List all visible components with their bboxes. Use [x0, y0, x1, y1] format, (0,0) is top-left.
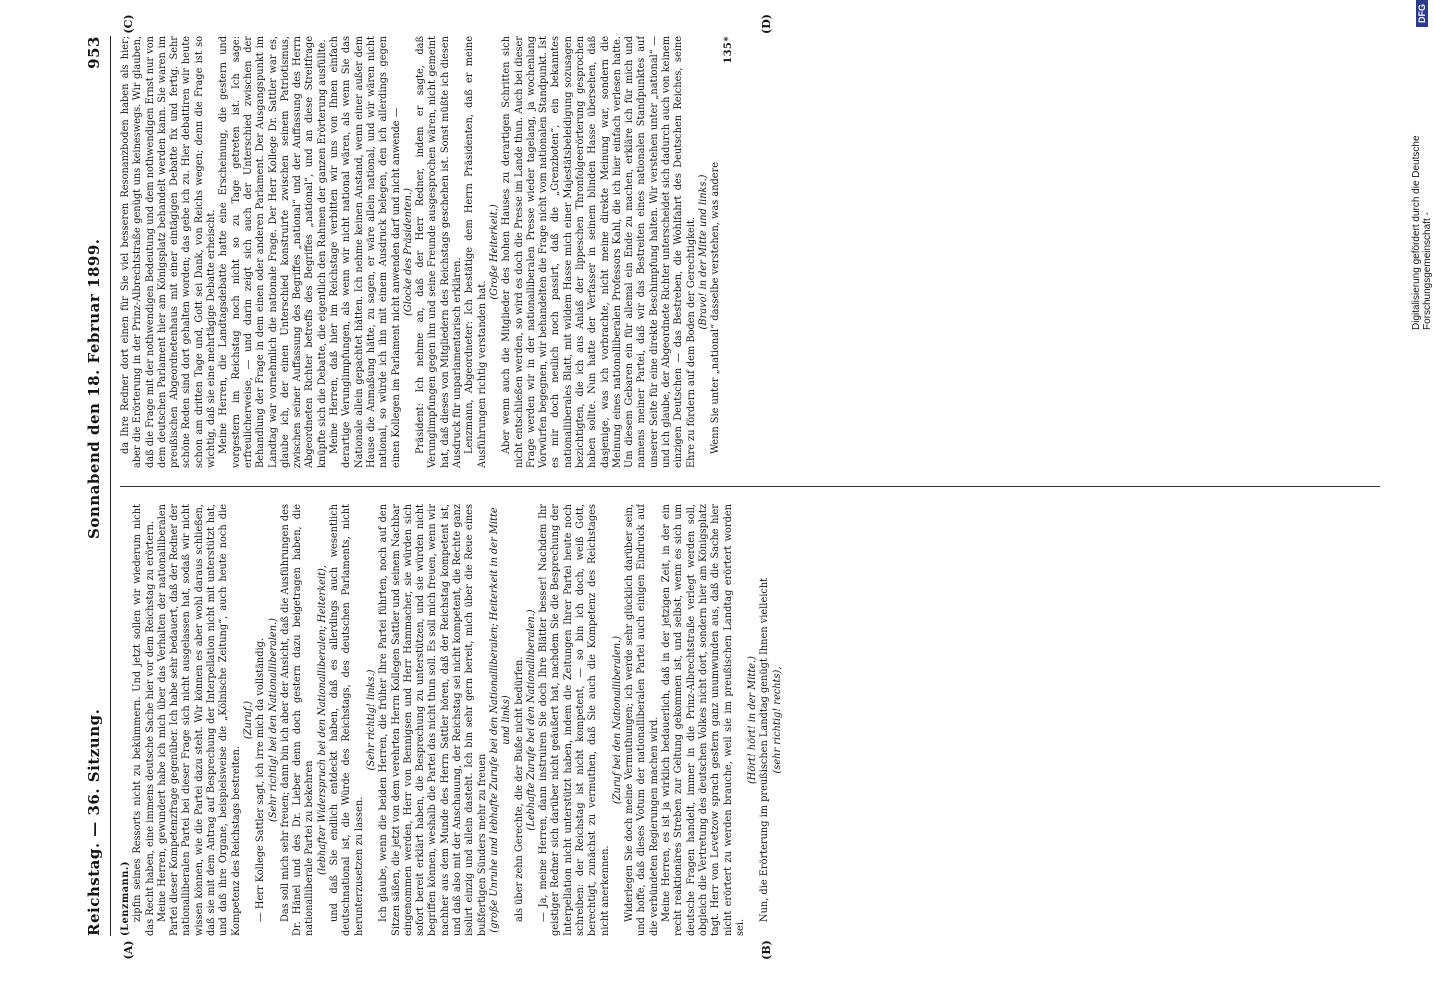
paragraph: Aber wenn auch die Mitglieder des hohen Hauses zu derartigen Schritten sich nicht entschließen werden, so wird es doch die Presse im Lande thun. Auch bei dieser Frage werden wir in der nationalliberalen Presse wieder tagelang, ja wochenlang Vorwürfen begegnen, wir behandelten die Frage nicht vom nationalen Standpunkt. Ist es mir doch neulich noch passirt, daß die „Grenzboten“, ein bekanntes nationalliberales Blatt, mit wildem Hasse mich einer Majestätsbeleidigung sozusagen bezichtigten, die ich aus Anlaß der lippeschen Thronfolgeerörterung gesprochen haben sollte. Nun hatte der Verfasser in seinem blinden Hasse übersehen, daß dasjenige, was ich vorbrachte, nicht meine direkte Meinung war, sondern die Meinung eines nationalliberalen Professors Kahl, die ich hier einfach verlesen hatte. Um diesem Gebaren ein für allemal ein Ende zu machen, erkläre ich für mich und namens meiner Partei, daß wir das Bestreiten eines nationalen Standpunktes auf unserer Seite für eine direkte Beschimpfung halten. Wir verstehen unter „national“ — und ich glaube, der Abgeordnete Richter unterscheidet sich dadurch auch von keinem einzigen Deutschen — das Bestreben, die Wohlfahrt des Deutschen Reiches, seine Ehre zu fördern auf dem Boden der Gerechtigkeit.: [501, 36, 697, 468]
header-left: Reichstag. — 36. Sitzung.: [85, 708, 103, 936]
marker-d: (D): [760, 14, 773, 34]
paragraph: (Zuruf.): [242, 700, 254, 740]
column-divider: [120, 486, 1380, 487]
paragraph: Meine Herren, gewundert habe ich mich über das Verhalten der nationalliberalen Partei dieser Kompetenzfrage gegenüber. Ich habe sehr bedauert, daß der Redner der nationalliberalen Partei bei dieser Frage sich nicht ausgelassen hat, sodaß wir nicht wissen können, wie die Partei dazu steht. Wir können es aber wohl daraus schließen, daß sie mit dem Antrag auf Besprechung der Interpellation nicht mit unterstützt hat, und daß ihre Organe, beispielsweise die „Kölnische Zeitung“, auch heute noch die Kompetenz des Reichstags bestreiten.: [156, 504, 242, 936]
paragraph: (Sehr richtig! links.): [365, 669, 377, 771]
rotated-page: [80, 14, 1400, 960]
paragraph: (große Unruhe und lebhafte Zurufe bei den Nationalliberalen; Heiterkeit in der Mitte und links): [488, 507, 513, 933]
right-column: [120, 36, 1390, 468]
paragraph: (Große Heiterkeit.): [488, 204, 500, 300]
right-paragraphs: [120, 36, 723, 468]
paragraph: Das soll mich sehr freuen; dann bin ich aber der Ansicht, daß die Ausführungen des Dr. Hänel und des Dr. Lieber denn doch gestern dazu beigetragen haben, die nationalliberale Partei zu bekehren: [279, 504, 316, 936]
marker-c: (C): [122, 14, 135, 34]
paragraph: (lebhafter Widerspruch bei den Nationalliberalen; Heiterkeit),: [316, 565, 328, 875]
paragraph: (Lebhafte Zurufe bei den Nationalliberalen.): [525, 609, 537, 831]
paragraph: Meine Herren, daß hier im Reichstage verbitten wir uns von Ihnen einfach derartige Verunglimpfungen, als wenn wir nicht national wären, als wenn Sie das Nationale allein gepachtet hätten. Ich nehme keinen Anstand, wenn einer außer dem Hause die Anmaßung hätte, zu sagen, er wäre allein national, und wir wären nicht national, so würde ich ihn mit einem Ausdruck belegen, den ich allerdings gegen einen Kollegen im Parlament nicht anwenden darf und nicht anwende —: [329, 36, 402, 468]
dfg-logo: DFG: [1416, 0, 1428, 27]
paragraph: Widerlegen Sie doch meine Vermuthungen; ich werde sehr glücklich darüber sein, und hoffe, daß dieses Votum der nationalliberalen Partei auch einigen Eindruck auf die verbündeten Regierungen machen wird.: [624, 504, 660, 936]
funding-text: Digitalisierung gefördert durch die Deutsche Forschungsgemeinschaft -: [1411, 135, 1433, 330]
paragraph: Lenzmann, Abgeordneter: Ich bestätige dem Herrn Präsidenten, daß er meine Ausführungen richtig verstanden hat.: [464, 36, 488, 468]
paragraph: — Herr Kollege Sattler sagt, ich irre mich da vollständig.: [255, 637, 267, 922]
page-header: [80, 36, 108, 936]
paragraph: und daß Sie endlich entdeckt haben, daß es allerdings auch wesentlich deutschnational ist, die Würde des Reichstags, des deutschen Parlaments, nicht herunterzusetzen zu lassen.: [329, 504, 365, 936]
paragraph: als über zehn Gerechte, die der Buße nicht bedürfen.: [513, 656, 525, 922]
paragraph: (Glocke des Präsidenten.): [402, 188, 414, 316]
paragraph: Wenn Sie unter „national“ dasselbe verstehen, was andere: [710, 161, 722, 454]
paragraph: Nun, die Erörterung im preußischen Landtag genügt Ihnen vielleicht: [759, 577, 771, 922]
paragraph: Meine Herren, die Landtagsdebatte hatte eine Erscheinung, die gestern und vorgestern im Reichstag noch nicht so zu Tage getreten ist. Ich sage: erfreulicherweise, — und darin zeigt sich auch der Unterschied zwischen der Behandlung der Frage in dem einen oder anderen Parlament. Der Ausgangspunkt im Landtag war vornehmlich die nationale Frage. Der Herr Kollege Dr. Sattler war es, glaube ich, der einen Unterschied konstruirte zwischen seinem Patriotismus, zwischen seiner Auffassung des Begriffes „national“ und der Auffassung des Herrn Abgeordneten Richter betreffs des Begriffes „national“, und an diese Streitfrage knüpfte sich die Debatte, die eigentlich den Rahmen der ganzen Erörterung ausfüllte.: [218, 36, 328, 468]
paragraph: Meine Herren, es ist ja wirklich bedauerlich, daß in der jetzigen Zeit, in der ein recht reaktionäres Streben zur Geltung gekommen ist, und selbst, wenn es sich um deutsche Fragen handelt, immer in die Prinz-Albrechtstraße verlegt werden soll, obgleich die Vertretung des deutschen Volkes nicht dort, sondern hier am Königsplatz tagt. Herr von Levetzow sprach gestern ganz unumwunden aus, daß die Sache hier nicht erörtert zu werden brauche, weil sie im preußischen Landtag erörtert worden sei.: [661, 504, 746, 936]
paragraph: Ich glaube, wenn die beiden Herren, die früher Ihre Partei führten, noch auf den Sitzen säßen, die jetzt von dem verehrten Herrn Kollegen Sattler und seinem Nachbar eingenommen werden, Herr von Bennigsen und Herr Hammacher, sie würden sich sofort bereit erklärt haben, die Besprechung zu unterstützen, und sie würden nicht begriffen können, weshalb die Partei das nicht thun soll. Es soll mich freuen, wenn wir nachher aus dem Munde des Herrn Sattler hören, daß der Reichstag kompetent ist, und daß also mit der Anschauung, der Reichstag sei nicht kompetent, die Rechte ganz isolirt einzig und allein dasteht. Ich bin sehr gern bereit, mich über die Reue eines bußfertigen Sünders mehr zu freuen: [378, 504, 488, 936]
paragraph: (Zuruf bei den Nationalliberalen.): [611, 635, 623, 805]
signature-mark: 135*: [722, 36, 734, 64]
paragraph: da Ihre Redner dort einen für Sie viel besseren Resonanzboden haben als hier; aber die Erörterung in der Prinz-Albrechtstraße genügt uns keineswegs. Wir glauben, daß die Frage mit der nothwendigen Bedeutung und dem nothwendigen Ernst nur von dem deutschen Parlament hier am Königsplatz behandelt werden kann. Sie waren im preußischen Abgeordnetenhaus mit einer eintägigen Debatte fix und fertig. Sehr schöne Reden sind dort gehalten worden; das gebe ich zu. Hier debattiren wir heute schon am dritten Tage und, Gott sei Dank, von Reichs wegen; denn die Frage ist so wichtig, daß sie eine mehrtägige Debatte erheischt.: [120, 36, 218, 468]
paragraph: — Ja, meine Herren, dann instruiren Sie doch Ihre Blätter besser! Nachdem Ihr geistiger Redner sich darüber nicht geäußert hat, nachdem Sie die Besprechung der Interpellation nicht unterstützt haben, indem die Zeitungen Ihrer Partei heute noch schreiben: der Reichstag ist nicht kompetent, — so bin ich doch, weiß Gott, berechtigt, zunächst zu vermuthen, daß Sie auch die Kompetenz des Reichstages nicht anerkennen.: [538, 504, 611, 936]
paragraph: (Hört! hört! in der Mitte.): [747, 656, 759, 785]
left-column: [120, 504, 1390, 936]
paragraph: (sehr richtig! rechts),: [771, 666, 783, 774]
speaker-label: (Lenzmann.): [120, 861, 131, 936]
left-paragraphs: [132, 504, 784, 936]
marker-a: (A): [122, 940, 135, 960]
page-number: 953: [85, 36, 103, 69]
paragraph: (Sehr richtig! bei den Nationalliberalen.): [267, 618, 279, 822]
marker-b: (B): [760, 940, 773, 960]
header-center: Sonnabend den 18. Februar 1899.: [85, 238, 103, 539]
header-rule: [110, 36, 111, 936]
paragraph: (Bravo! in der Mitte und links.): [697, 174, 709, 330]
funding-strip: [1412, 0, 1432, 990]
paragraph: Präsident: Ich nehme an, daß der Herr Redner, indem er sagte, daß Verunglimpfungen gegen ihn und seine Freunde ausgesprochen wären, nicht gemeint hat, daß dieses von Mitgliedern des Reichstags geschehen ist. Sonst müßte ich diesen Ausdruck für unparlamentarisch erklären.: [415, 36, 464, 468]
paragraph: zipfin seines Ressorts nicht zu bekümmern. Und jetzt sollen wir wiederum nicht das Recht haben, eine immens deutsche Sache hier vor dem Reichstag zu erörtern.: [132, 504, 156, 936]
